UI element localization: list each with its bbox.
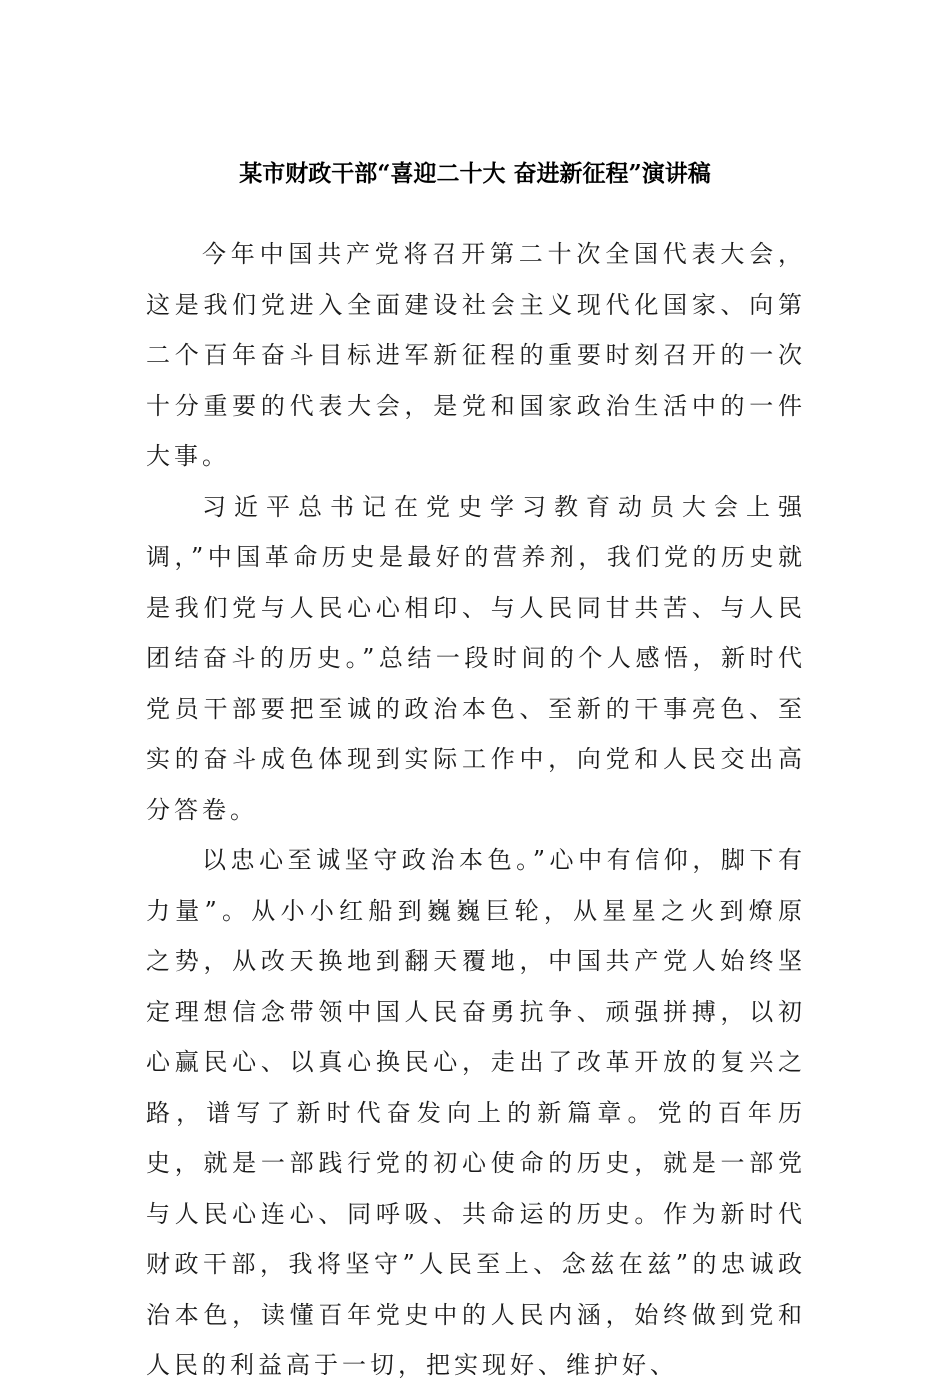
paragraph: 以忠心至诚坚守政治本色。”心中有信仰，脚下有力量”。从小小红船到巍巍巨轮，从星星之火到燎原之势，从改天换地到翻天覆地，中国共产党人始终坚定理想信念带领中国人民奋勇抗争、顽强拼搏，以初心赢民心、以真心换民心，走出了改革开放的复兴之路，谱写了新时代奋发向上的新篇章。党的百年历史，就是一部践行党的初心使命的历史，就是一部党与人民心连心、同呼吸、共命运的历史。作为新时代财政干部，我将坚守”人民至上、念兹在兹”的忠诚政治本色，读懂百年党史中的人民内涵，始终做到党和人民的利益高于一切，把实现好、维护好、 [146, 846, 806, 1379]
document-title: 某市财政干部“喜迎二十大 奋进新征程”演讲稿 [239, 160, 711, 187]
paragraph: 习近平总书记在党史学习教育动员大会上强调，”中国革命历史是最好的营养剂，我们党的历史就是我们党与人民心心相印、与人民同甘共苦、与人民团结奋斗的历史。”总结一段时间的个人感悟，新时代党员干部要把至诚的政治本色、至新的干事亮色、至实的奋斗成色体现到实际工作中，向党和人民交出高分答卷。 [146, 492, 806, 824]
document-body [146, 229, 806, 1391]
paragraph: 今年中国共产党将召开第二十次全国代表大会，这是我们党进入全面建设社会主义现代化国家、向第二个百年奋斗目标进军新征程的重要时刻召开的一次十分重要的代表大会，是党和国家政治生活中的一件大事。 [146, 240, 806, 470]
